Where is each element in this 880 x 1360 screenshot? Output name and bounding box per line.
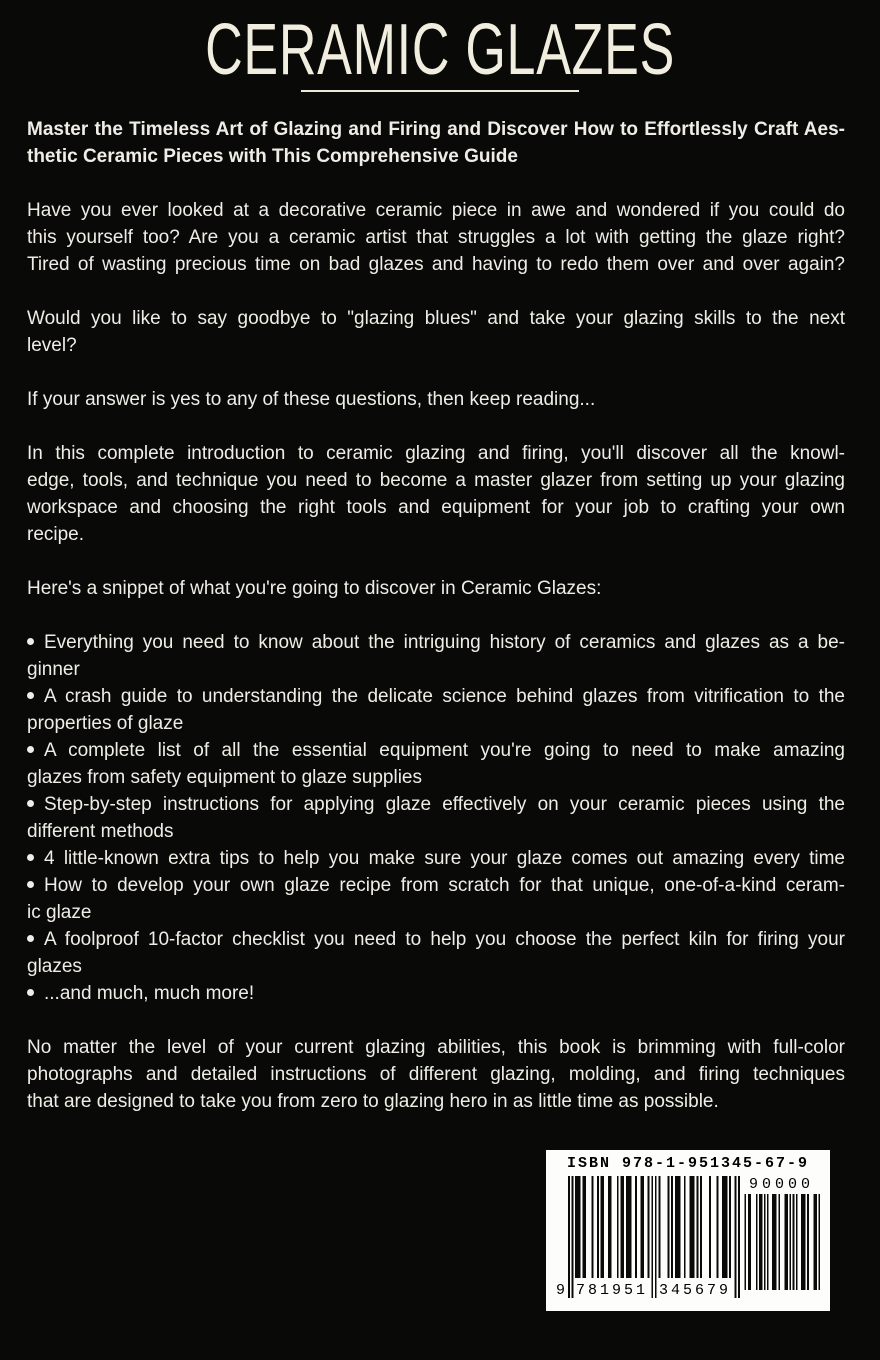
text-line: this yourself too? Are you a ceramic artist that struggles a lot with getting the glaze right? [27,227,845,248]
text-line: 4 little-known extra tips to help you make sure your glaze comes out amazing every time [27,845,845,872]
text-line: ...and much, much more! [27,980,845,1007]
ean13-digit-group-2: 345679 [658,1282,731,1299]
paragraph-hook [27,197,845,278]
text-line: edge, tools, and technique you need to become a master glazer from setting up your glazing [27,470,845,491]
ean13-digit-leading: 9 [556,1282,566,1299]
text-line: glazes from safety equipment to glaze supplies [27,767,422,788]
bullet-icon [27,746,34,753]
title-underline [301,90,579,92]
text-line: ginner [27,659,80,680]
text-line: level? [27,335,77,356]
text-line: A complete list of all the essential equipment you're going to need to make amazing [27,737,845,764]
text-line: ic glaze [27,902,92,923]
text-line: glazes [27,956,82,977]
text-line: workspace and choosing the right tools and equipment for your job to crafting your own [27,497,845,518]
text-line: different methods [27,821,174,842]
text-line: Step-by-step instructions for applying glaze effectively on your ceramic pieces using the [27,791,845,818]
bullet-icon [27,881,34,888]
bullet-icon [27,800,34,807]
text-line: In this complete introduction to ceramic glazing and firing, you'll discover all the knowl- [27,443,845,464]
subtitle [27,116,845,170]
text-line: thetic Ceramic Pieces with This Comprehensive Guide [27,146,518,167]
ean5-bars [743,1194,820,1290]
ean13-barcode [556,1176,740,1306]
text-line: Everything you need to know about the intriguing history of ceramics and glazes as a be- [27,629,845,656]
text-line: that are designed to take you from zero to glazing hero in as little time as possible. [27,1091,719,1112]
paragraph-keep-reading [27,386,845,413]
text-line: Would you like to say goodbye to "glazing blues" and take your glazing skills to the next [27,308,845,329]
book-title [0,10,880,90]
text-line: properties of glaze [27,713,184,734]
addon-price-code: 90000 [748,1176,814,1193]
bullet-icon [27,692,34,699]
isbn-barcode-box [546,1150,830,1311]
text-line: If your answer is yes to any of these questions, then keep reading... [27,389,596,410]
back-cover-text [27,116,845,1115]
text-line: How to develop your own glaze recipe from scratch for that unique, one-of-a-kind ceram- [27,872,845,899]
bullet-icon [27,935,34,942]
text-line: photographs and detailed instructions of different glazing, molding, and firing techniques [27,1064,845,1085]
ean13-digit-group-1: 781951 [575,1282,648,1299]
text-line: recipe. [27,524,85,545]
text-line: Master the Timeless Art of Glazing and Firing and Discover How to Effortlessly Craft Aes- [27,119,845,140]
text-line: Here's a snippet of what you're going to discover in Ceramic Glazes: [27,578,602,599]
text-line: A foolproof 10-factor checklist you need to help you choose the perfect kiln for firing your [27,926,845,953]
bullet-icon [27,638,34,645]
text-line: A crash guide to understanding the delicate science behind glazes from vitrification to the [27,683,845,710]
barcode-row [556,1176,820,1306]
isbn-number: ISBN 978-1-951345-67-9 [566,1155,810,1172]
text-line: No matter the level of your current glazing abilities, this book is brimming with full-color [27,1037,845,1058]
paragraph-intro [27,440,845,548]
text-line: Have you ever looked at a decorative ceramic piece in awe and wondered if you could do [27,200,845,221]
paragraph-snippet [27,575,845,602]
bullet-icon [27,989,34,996]
paragraph-goodbye [27,305,845,359]
paragraph-closing [27,1034,845,1115]
book-title-text: CERAMIC GLAZES [205,10,675,90]
ean5-addon [743,1176,820,1306]
bullet-icon [27,854,34,861]
ean13-digits [556,1280,740,1302]
text-line: Tired of wasting precious time on bad glazes and having to redo them over and over again? [27,254,845,275]
bullet-list [27,629,845,1007]
